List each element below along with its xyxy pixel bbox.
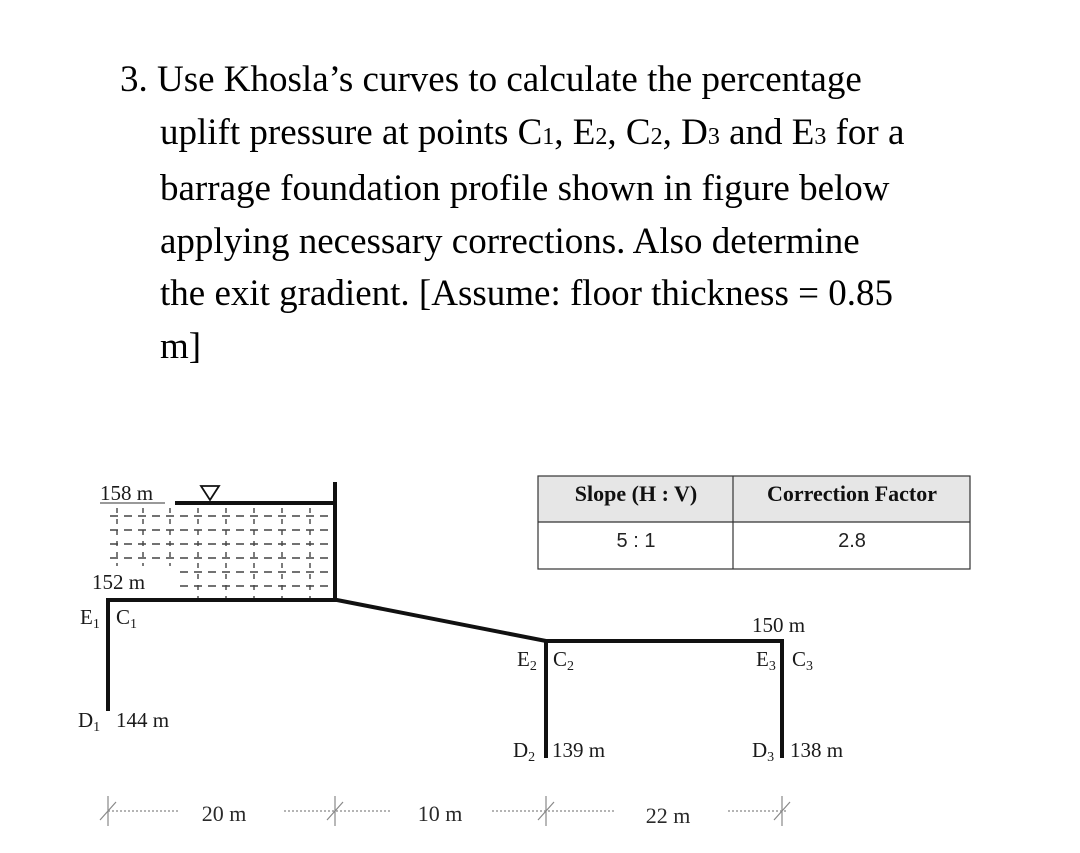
point-d3-label: D3 (752, 738, 775, 765)
question-line-6: m] (160, 325, 202, 367)
point-c1-label: C1 (116, 605, 138, 632)
upstream-water-verticals (117, 508, 310, 598)
correction-table (538, 476, 970, 569)
question-number: 3. (120, 59, 148, 100)
dimension-10m: 10 m (417, 801, 463, 826)
dimension-22m: 22 m (645, 803, 691, 828)
point-e3-label: E3 (756, 647, 776, 674)
downstream-floor-level-label: 150 m (752, 613, 806, 637)
table-header-correction: Correction Factor (766, 481, 938, 506)
point-e2-label: E2 (517, 647, 537, 674)
water-level-label: 158 m (100, 481, 154, 505)
question-line-5: the exit gradient. [Assume: floor thickness = 0.85 (160, 273, 893, 314)
table-cell-slope: 5 : 1 (616, 530, 656, 552)
d2-level-label: 139 m (552, 738, 606, 762)
upstream-floor-level-label: 152 m (92, 570, 146, 594)
d1-level-label: 144 m (116, 708, 170, 732)
point-d1-label: D1 (78, 708, 101, 735)
d3-level-label: 138 m (790, 738, 844, 762)
floor-profile (106, 600, 782, 641)
point-c2-label: C2 (553, 647, 575, 674)
dimension-20m: 20 m (201, 801, 247, 826)
question-line-3: barrage foundation profile shown in figure below (160, 168, 890, 209)
table-header-slope: Slope (H : V) (574, 481, 698, 506)
water-level-triangle-icon (201, 486, 219, 500)
table-cell-correction: 2.8 (838, 530, 866, 552)
point-d2-label: D2 (513, 738, 536, 765)
point-e1-label: E1 (80, 605, 100, 632)
point-c3-label: C3 (792, 647, 814, 674)
question-line-2: uplift pressure at points C1, E2, C2, D3 and E3 for a (160, 111, 905, 153)
question-line-4: applying necessary corrections. Also determine (160, 220, 860, 262)
question-line-1: 3. Use Khosla’s curves to calculate the percentage (120, 59, 862, 100)
